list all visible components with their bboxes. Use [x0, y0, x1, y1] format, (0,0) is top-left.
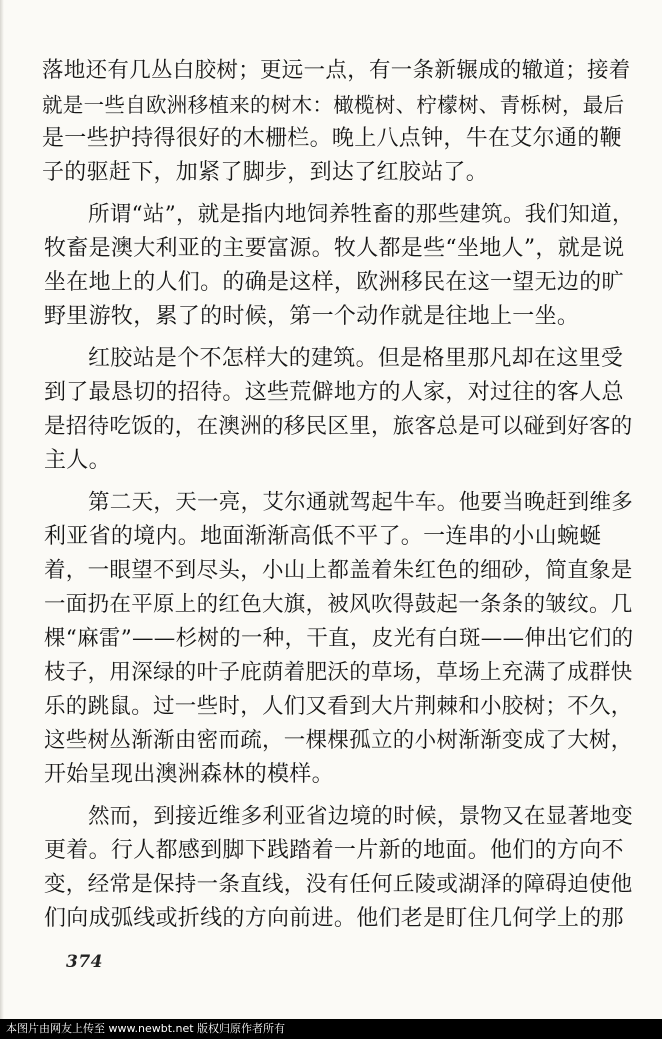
watermark-text: 本图片由网友上传至 www.newbt.net 版权归原作者所有 — [6, 1022, 286, 1035]
text-line: 红胶站是个不怎样大的建筑。但是格里那凡却在这里受 — [88, 346, 624, 371]
text-line: 着，一眼望不到尽头，小山上都盖着朱红色的细砂，简直象是 — [44, 558, 633, 583]
text-line: 开始呈现出澳洲森林的模样。 — [44, 762, 334, 787]
watermark-footer — [0, 1019, 662, 1039]
text-line: 们向成弧线或折线的方向前进。他们老是盯住几何学上的那 — [44, 906, 624, 931]
text-line: 第二天，天一亮，艾尔通就驾起牛车。他要当晚赶到维多 — [88, 490, 634, 515]
text-line: 落地还有几丛白胶树；更远一点，有一条新辗成的辙道；接着 — [42, 58, 631, 83]
text-line: 牧畜是澳大利亚的主要富源。牧人都是些“坐地人”，就是说 — [44, 236, 625, 261]
text-line: 然而，到接近维多利亚省边境的时候，景物又在显著地变 — [88, 804, 634, 829]
body-text — [44, 54, 634, 936]
text-line: 野里游牧，累了的时候，第一个动作就是往地上一坐。 — [44, 304, 580, 329]
text-line: 就是一些自欧洲移植来的树木：橄榄树、柠檬树、青栎树，最后 — [42, 93, 625, 117]
text-line: 主人。 — [44, 448, 111, 473]
text-line: 枝子，用深绿的叶子庇荫着肥沃的草场，草场上充满了成群快 — [44, 660, 633, 685]
text-line: 更着。行人都感到脚下践踏着一片新的地面。他们的方向不 — [44, 838, 624, 863]
text-line: 乐的跳鼠。过一些时，人们又看到大片荆棘和小胶树；不久， — [44, 694, 633, 719]
text-line: 是招待吃饭的，在澳洲的移民区里，旅客总是可以碰到好客的 — [44, 414, 633, 439]
text-line: 这些树丛渐渐由密而疏，一棵棵孤立的小树渐渐变成了大树， — [44, 728, 633, 753]
text-line: 子的驱赶下，加紧了脚步，到达了红胶站了。 — [42, 160, 489, 185]
text-line: 棵“麻雷”——杉树的一种，干直，皮光有白斑——伸出它们的 — [44, 626, 634, 651]
scan-edge — [0, 0, 4, 1019]
text-line: 到了最恳切的招待。这些荒僻地方的人家，对过往的客人总 — [44, 380, 624, 405]
text-line: 利亚省的境内。地面渐渐高低不平了。一连串的小山蜿蜒 — [44, 524, 602, 549]
text-line: 一面扔在平原上的红色大旗，被风吹得鼓起一条条的皱纹。几 — [44, 592, 633, 617]
page-number: 374 — [66, 952, 103, 972]
text-line: 坐在地上的人们。的确是这样，欧洲移民在这一望无边的旷 — [44, 270, 624, 295]
text-line: 变，经常是保持一条直线，没有任何丘陵或湖泽的障碍迫使他 — [44, 872, 633, 897]
text-line: 所谓“站”，就是指内地饲养牲畜的那些建筑。我们知道， — [88, 202, 634, 227]
text-line: 是一些护持得很好的木栅栏。晚上八点钟，牛在艾尔通的鞭 — [42, 126, 622, 151]
